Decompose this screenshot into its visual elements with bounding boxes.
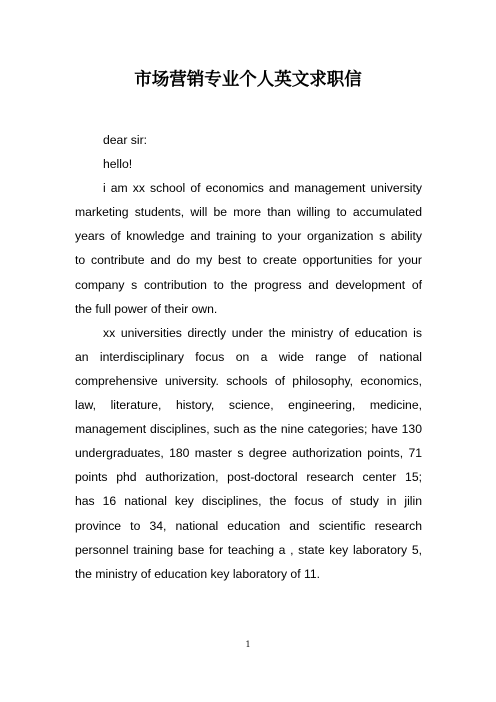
paragraph-line: undergraduates, 180 master s degree authorization points, 71 xyxy=(75,446,422,461)
greeting-line: dear sir: xyxy=(103,133,148,147)
paragraph-line: i am xx school of economics and management university xyxy=(103,181,422,196)
paragraph-line: to contribute and do my best to create opportunities for your xyxy=(75,253,422,268)
page-title: 市场营销专业个人英文求职信 xyxy=(134,70,362,90)
paragraph-2 xyxy=(75,321,422,586)
paragraph-line: xx universities directly under the ministry of education is xyxy=(103,325,422,340)
paragraph-line: years of knowledge and training to your organization s ability xyxy=(75,229,422,244)
paragraph-line: law, literature, history, science, engineering, medicine, xyxy=(75,398,422,413)
paragraph-line: province to 34, national education and scientific research xyxy=(75,518,422,533)
letter-body xyxy=(75,128,422,586)
paragraph-line: company s contribution to the progress and development of xyxy=(75,277,422,292)
paragraph-line: has 16 national key disciplines, the focus of study in jilin xyxy=(75,494,422,509)
paragraph-line: personnel training base for teaching a , state key laboratory 5, xyxy=(75,542,422,557)
paragraph-line: the full power of their own. xyxy=(75,301,218,316)
paragraph-line: comprehensive university. schools of philosophy, economics, xyxy=(75,373,422,388)
paragraph-1 xyxy=(75,176,422,321)
paragraph-line: points phd authorization, post-doctoral research center 15; xyxy=(75,470,422,485)
paragraph-line: marketing students, will be more than willing to accumulated xyxy=(75,205,422,220)
paragraph-line: the ministry of education key laboratory of 11. xyxy=(75,566,321,581)
paragraph-line: management disciplines, such as the nine categories; have 130 xyxy=(75,422,422,437)
page-number: 1 xyxy=(245,640,251,649)
salutation-line: hello! xyxy=(103,157,133,172)
paragraph-line: an interdisciplinary focus on a wide range of national xyxy=(75,349,422,364)
